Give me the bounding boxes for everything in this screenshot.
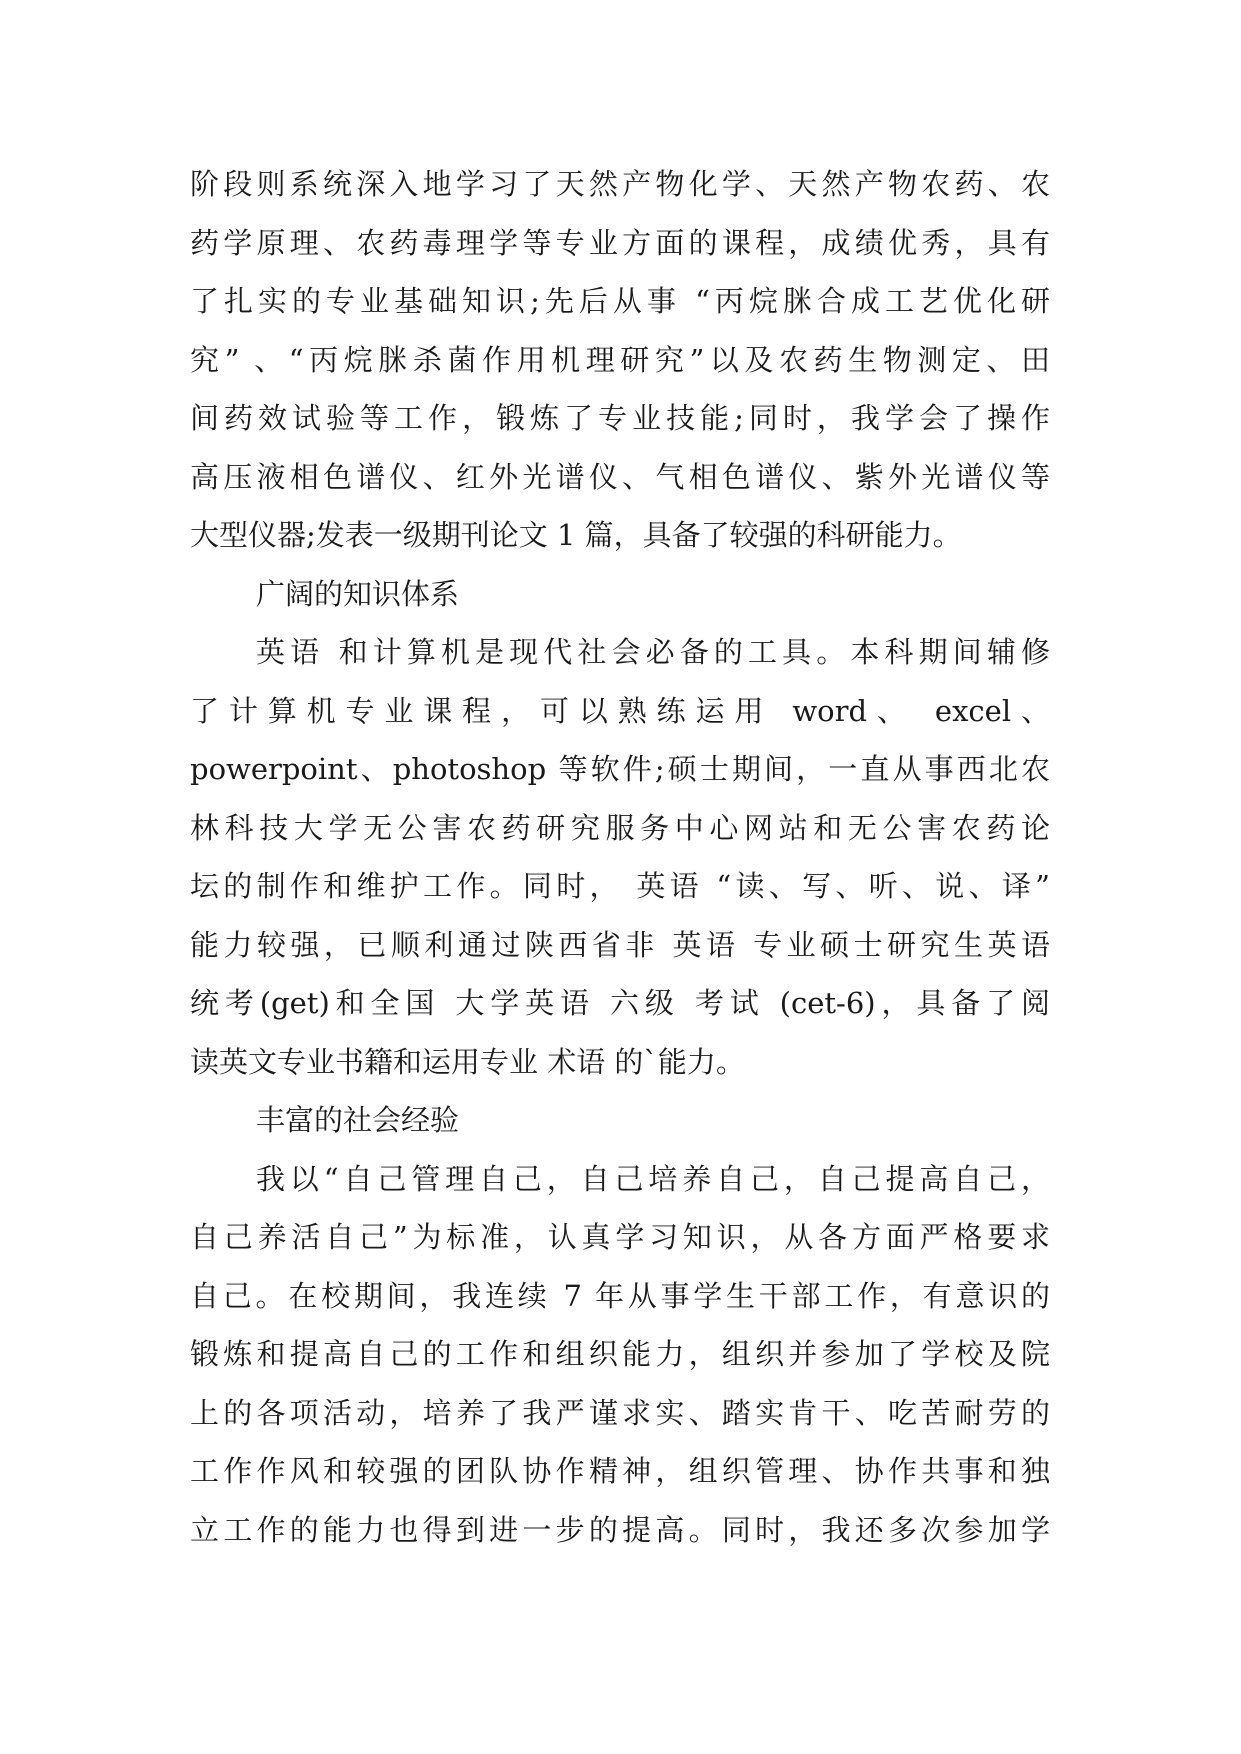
text-line: 自己。在校期间，我连续 7 年从事学生干部工作，有意识的 bbox=[190, 1278, 1050, 1313]
text-line: 英语 和计算机是现代社会必备的工具。本科期间辅修 bbox=[256, 635, 1050, 669]
text-line: 了计算机专业课程，可以熟练运用 word、 excel、 bbox=[190, 693, 1050, 728]
text-line: 自己养活自己”为标准，认真学习知识，从各方面严格要求 bbox=[190, 1220, 1050, 1254]
text-line: 能力较强，已顺利通过陕西省非 英语 专业硕士研究生英语 bbox=[190, 927, 1050, 962]
text-line: 上的各项活动，培养了我严谨求实、踏实肯干、吃苦耐劳的 bbox=[190, 1395, 1050, 1430]
text-line: 间药效试验等工作，锻炼了专业技能;同时，我学会了操作 bbox=[190, 401, 1050, 435]
text-line: 我以“自己管理自己，自己培养自己，自己提高自己， bbox=[256, 1161, 1050, 1196]
text-line: 了扎实的专业基础知识;先后从事 “丙烷脒合成工艺优化研 bbox=[190, 284, 1050, 318]
text-line: 坛的制作和维护工作。同时， 英语 “读、写、听、说、译” bbox=[190, 869, 1050, 903]
text-line: powerpoint、photoshop 等软件;硕士期间，一直从事西北农 bbox=[190, 752, 1050, 786]
text-line: 究” 、“丙烷脒杀菌作用机理研究”以及农药生物测定、田 bbox=[190, 342, 1050, 377]
text-line: 立工作的能力也得到进一步的提高。同时，我还多次参加学 bbox=[190, 1512, 1050, 1547]
section-heading: 广阔的知识体系 bbox=[256, 576, 460, 611]
section-heading: 丰富的社会经验 bbox=[256, 1103, 460, 1137]
text-line: 阶段则系统深入地学习了天然产物化学、天然产物农药、农 bbox=[190, 167, 1050, 201]
text-line: 高压液相色谱仪、红外光谱仪、气相色谱仪、紫外光谱仪等 bbox=[190, 459, 1050, 494]
text-line: 统考(get)和全国 大学英语 六级 考试 (cet-6)，具备了阅 bbox=[190, 986, 1050, 1020]
text-line: 工作作风和较强的团队协作精神，组织管理、协作共事和独 bbox=[190, 1454, 1050, 1488]
document-body bbox=[190, 155, 1050, 1559]
text-line: 林科技大学无公害农药研究服务中心网站和无公害农药论 bbox=[190, 810, 1050, 845]
text-line: 大型仪器;发表一级期刊论文 1 篇，具备了较强的科研能力。 bbox=[190, 518, 962, 552]
text-line: 药学原理、农药毒理学等专业方面的课程，成绩优秀，具有 bbox=[190, 225, 1050, 260]
text-line: 锻炼和提高自己的工作和组织能力，组织并参加了学校及院 bbox=[190, 1337, 1050, 1371]
text-line: 读英文专业书籍和运用专业 术语 的`能力。 bbox=[190, 1044, 745, 1079]
